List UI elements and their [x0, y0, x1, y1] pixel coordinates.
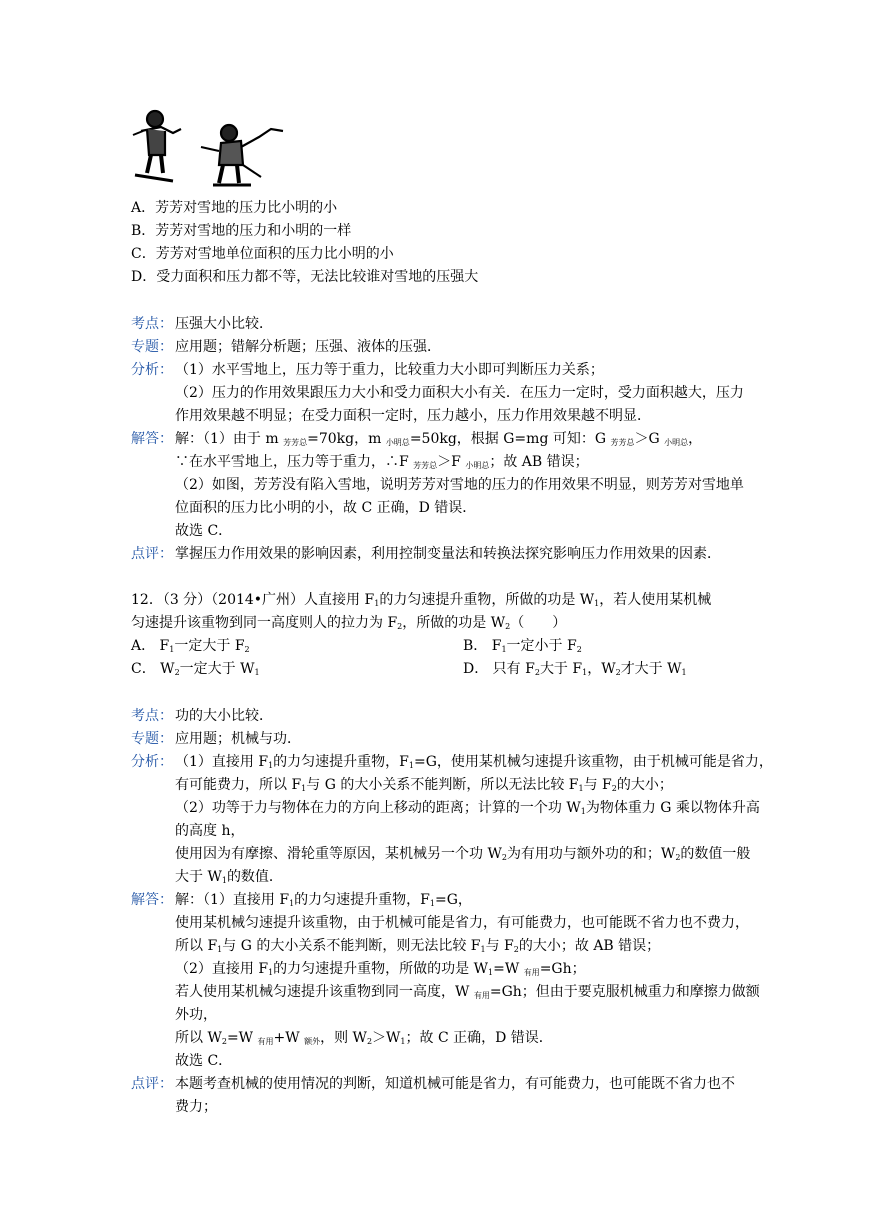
q11-jieda-line-4: 位面积的压力比小明的小，故 C 正确，D 错误． [175, 500, 477, 516]
q12-jieda-line-5: 若人使用某机械匀速提升该重物到同一高度，W $_{有用}$=Gh；但由于要克服机械重力和摩擦力做额 [175, 984, 760, 1000]
q11-kaodian-label: 考点： [131, 316, 173, 332]
q11-jieda-label: 解答： [131, 431, 173, 447]
q12-fenxi-line-6: 大于 $W_1$的数值． [175, 869, 283, 885]
q12-kaodian-label: 考点： [131, 708, 173, 724]
q12-jieda-line-8: 故选 C． [175, 1053, 233, 1069]
q12-fenxi-line-5: 使用因为有摩擦、滑轮重等原因，某机械另一个功 $W_2$为有用功与额外功的和；$W_2$的数值一般 [175, 846, 751, 862]
q12-zhuanti-label: 专题： [131, 731, 173, 747]
q12-jieda-label: 解答： [131, 892, 173, 908]
q11-jieda-line-5: 故选 C． [175, 523, 233, 539]
q11-option-c: C．芳芳对雪地单位面积的压力比小明的小 [131, 246, 394, 262]
q12-fenxi-line-2: 有可能费力，所以 $F_1$与 G 的大小关系不能判断，所以无法比较 $F_1$与 $F_2$的大小； [175, 777, 673, 793]
q11-fenxi-line-2: （2）压力的作用效果跟压力大小和受力面积大小有关．在压力一定时，受力面积越大，压力 [175, 385, 744, 401]
q12-dianping-line-2: 费力； [175, 1099, 217, 1115]
q12-fenxi-line-3: （2）功等于力与物体在力的方向上移动的距离；计算的一个功 $W_1$为物体重力 G 乘以物体升高 [175, 800, 760, 816]
q12-dianping-line-1: 本题考查机械的使用情况的判断，知道机械可能是省力，有可能费力，也可能既不省力也不 [175, 1076, 735, 1092]
q11-option-a: A．芳芳对雪地的压力比小明的小 [131, 200, 338, 216]
skiers-figure [131, 107, 284, 187]
q11-dianping-text: 掌握压力作用效果的影响因素，利用控制变量法和转换法探究影响压力作用效果的因素． [175, 546, 721, 562]
q11-dianping-label: 点评： [131, 546, 173, 562]
q12-option-a: A． $F_1$一定大于 $F_2$ [131, 638, 250, 654]
q12-option-d: D． 只有 $F_2$大于 $F_1$，$W_2$才大于 $W_1$ [463, 661, 687, 677]
q12-zhuanti-text: 应用题；机械与功． [175, 731, 301, 747]
q11-zhuanti-label: 专题： [131, 339, 173, 355]
q12-jieda-line-6: 外功， [175, 1007, 217, 1023]
q11-option-b: B．芳芳对雪地的压力和小明的一样 [131, 223, 352, 239]
q12-stem-line-2: 匀速提升该重物到同一高度则人的拉力为 $F_2$，所做的功是 $W_2$（ ） [131, 615, 567, 631]
q11-fenxi-line-3: 作用效果越不明显；在受力面积一定时，压力越小，压力作用效果越不明显． [175, 408, 651, 424]
q12-jieda-line-4: （2）直接用 $F_1$的力匀速提升重物，所做的功是 $W_1=W$ $_{有用}$=Gh； [175, 961, 586, 977]
q12-kaodian-text: 功的大小比较． [175, 708, 273, 724]
q11-kaodian-text: 压强大小比较． [175, 316, 273, 332]
q11-option-d: D．受力面积和压力都不等，无法比较谁对雪地的压强大 [131, 269, 479, 285]
q12-fenxi-line-4: 的高度 h， [175, 823, 245, 839]
q11-jieda-line-3: （2）如图，芳芳没有陷入雪地，说明芳芳对雪地的压力的作用效果不明显，则芳芳对雪地单 [175, 477, 744, 493]
q12-dianping-label: 点评： [131, 1076, 173, 1092]
q12-jieda-line-1: 解：（1）直接用 $F_1$的力匀速提升重物，$F_1=G$， [175, 892, 472, 908]
q11-fenxi-label: 分析： [131, 362, 173, 378]
q12-option-b: B． $F_1$一定小于 $F_2$ [463, 638, 582, 654]
q12-fenxi-label: 分析： [131, 754, 173, 770]
q11-jieda-line-1: 解：（1）由于 m $_{芳芳总}$=70kg，m $_{小明总}$=50kg，根据 G=mg 可知：G $_{芳芳总}$＞G $_{小明总}$， [175, 431, 703, 447]
q12-option-c: C． $W_2$一定大于 $W_1$ [131, 661, 260, 677]
q11-jieda-line-2: ∵在水平雪地上，压力等于重力，∴F $_{芳芳总}$＞F $_{小明总}$；故 AB 错误； [175, 454, 589, 470]
q12-jieda-line-7: 所以 $W_2=W$ $_{有用}$+W $_{额外}$，则 $W_2>W_1$；故 C 正确，D 错误． [175, 1030, 553, 1046]
q11-zhuanti-text: 应用题；错解分析题；压强、液体的压强． [175, 339, 441, 355]
q11-fenxi-line-1: （1）水平雪地上，压力等于重力，比较重力大小即可判断压力关系； [175, 362, 604, 378]
q12-jieda-line-3: 所以 $F_1$与 G 的大小关系不能判断，则无法比较 $F_1$与 $F_2$的大小；故 AB 错误； [175, 938, 661, 954]
q12-stem-line-1: 12．（3 分）（2014•广州）人直接用 $F_1$的力匀速提升重物，所做的功是 $W_1$，若人使用某机械 [131, 592, 712, 608]
q12-jieda-line-2: 使用某机械匀速提升该重物，由于机械可能是省力，有可能费力，也可能既不省力也不费力， [175, 915, 749, 931]
q12-fenxi-line-1: （1）直接用 $F_1$的力匀速提升重物，$F_1=G$，使用某机械匀速提升该重物，由于机械可能是省力， [175, 754, 773, 770]
